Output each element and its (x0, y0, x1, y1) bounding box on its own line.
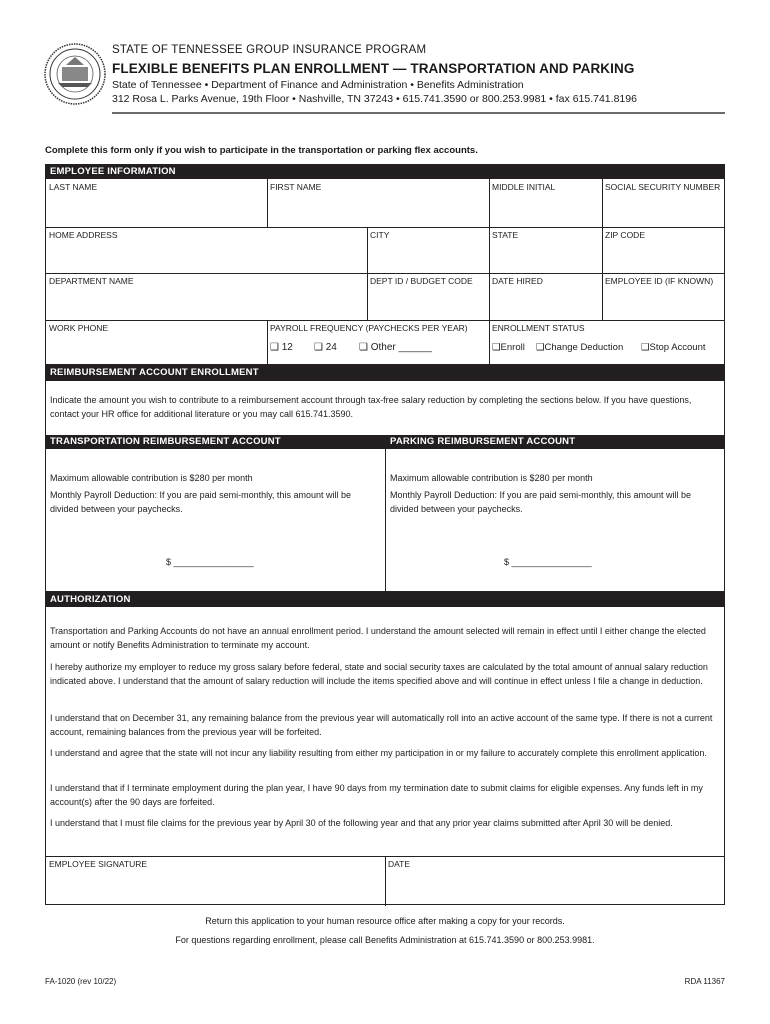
enrollment-status-group: ENROLLMENT STATUS ❑Enroll ❑Change Deduction ❑Stop Account (492, 323, 706, 353)
home-address-field[interactable]: HOME ADDRESS (49, 230, 118, 240)
middle-initial-field[interactable]: MIDDLE INITIAL (492, 182, 556, 192)
authorization-paragraph-6: I understand that I must file claims for the previous year by April 30 of the following year and that any prior year claims submitted after April 30 will be denied. (50, 818, 673, 828)
state-field[interactable]: STATE (492, 230, 519, 240)
freq-other-checkbox[interactable]: ❑ Other ______ (359, 342, 432, 353)
authorization-paragraph-5: I understand that if I terminate employment during the plan year, I have 90 days from my termination date to submit claims for eligible expenses. Any funds left in my account(s) after the 90 days are forfeited. (50, 783, 703, 807)
parking-heading: PARKING REIMBURSEMENT ACCOUNT (386, 435, 725, 449)
zip-code-field[interactable]: ZIP CODE (605, 230, 645, 240)
authorization-paragraph-4: I understand and agree that the state will not incur any liability resulting from either my participation in or my failure to accurately complete this enrollment application. (50, 748, 707, 758)
city-field[interactable]: CITY (370, 230, 390, 240)
header-divider (112, 112, 725, 114)
parking-max: Maximum allowable contribution is $280 per month (390, 473, 593, 483)
transportation-heading: TRANSPORTATION REIMBURSEMENT ACCOUNT (46, 435, 385, 449)
intro-text: Complete this form only if you wish to participate in the transportation or parking flex accounts. (45, 145, 478, 156)
state-seal-icon (44, 43, 106, 105)
dept-id-field[interactable]: DEPT ID / BUDGET CODE (370, 276, 473, 286)
freq-24-checkbox[interactable]: ❑ 24 (314, 342, 337, 353)
status-enroll-checkbox[interactable]: ❑Enroll (492, 342, 525, 353)
return-instructions: Return this application to your human resource office after making a copy for your records. (205, 916, 565, 926)
parking-amount-field[interactable]: $ ________________ (504, 557, 592, 567)
questions-contact: For questions regarding enrollment, please call Benefits Administration at 615.741.3590 or 800.253.9981. (175, 935, 595, 945)
transportation-amount-field[interactable]: $ ________________ (166, 557, 254, 567)
ssn-field[interactable]: SOCIAL SECURITY NUMBER (605, 182, 721, 192)
status-change-checkbox[interactable]: ❑Change Deduction (536, 342, 624, 353)
agency-line: State of Tennessee • Department of Finance and Administration • Benefits Administration (112, 79, 524, 91)
last-name-field[interactable]: LAST NAME (49, 182, 98, 192)
status-stop-checkbox[interactable]: ❑Stop Account (641, 342, 706, 353)
payroll-frequency-group: PAYROLL FREQUENCY (PAYCHECKS PER YEAR) ❑ 12 ❑ 24 ❑ Other ______ (270, 323, 468, 353)
program-name: STATE OF TENNESSEE GROUP INSURANCE PROGRAM (112, 44, 427, 56)
form-title: FLEXIBLE BENEFITS PLAN ENROLLMENT — TRANSPORTATION AND PARKING (112, 61, 635, 76)
employee-information-section (45, 164, 725, 365)
department-name-field[interactable]: DEPARTMENT NAME (49, 276, 134, 286)
form-number: FA-1020 (rev 10/22) (45, 977, 117, 986)
signature-date-field[interactable]: DATE (388, 859, 411, 869)
reimbursement-instructions: Indicate the amount you wish to contribute to a reimbursement account through tax-free salary reduction by completing the sections below. If you have questions, contact your HR office for additional literature or you may call 615.741.3590. (50, 395, 692, 419)
parking-deduction-note: Monthly Payroll Deduction: If you are paid semi-monthly, this amount will be divided between your paychecks. (390, 490, 691, 514)
first-name-field[interactable]: FIRST NAME (270, 182, 322, 192)
reimbursement-section (45, 365, 725, 595)
authorization-heading: AUTHORIZATION (46, 592, 724, 607)
freq-12-checkbox[interactable]: ❑ 12 (270, 342, 293, 353)
address-line: 312 Rosa L. Parks Avenue, 19th Floor • Nashville, TN 37243 • 615.741.3590 or 800.253.9981 • fax 615.741.8196 (112, 93, 637, 105)
rda-number: RDA 11367 (684, 977, 725, 986)
employee-id-field[interactable]: EMPLOYEE ID (IF KNOWN) (605, 276, 714, 286)
authorization-section (45, 591, 725, 905)
authorization-paragraph-3: I understand that on December 31, any remaining balance from the previous year will automatically roll into an active account of the same type. If there is not a current account, remaining balances from the previous year will be forfeited. (50, 713, 713, 737)
authorization-paragraph-1: Transportation and Parking Accounts do not have an annual enrollment period. I understand the amount selected will remain in effect until I either change the elected amount or notify Benefits Administration to terminate my account. (50, 626, 706, 650)
transportation-deduction-note: Monthly Payroll Deduction: If you are paid semi-monthly, this amount will be divided between your paychecks. (50, 490, 351, 514)
transportation-max: Maximum allowable contribution is $280 per month (50, 473, 253, 483)
date-hired-field[interactable]: DATE HIRED (492, 276, 543, 286)
employee-info-heading: EMPLOYEE INFORMATION (46, 165, 724, 179)
employee-signature-field[interactable]: EMPLOYEE SIGNATURE (49, 859, 148, 869)
reimbursement-heading: REIMBURSEMENT ACCOUNT ENROLLMENT (46, 365, 724, 381)
work-phone-field[interactable]: WORK PHONE (49, 323, 109, 333)
authorization-paragraph-2: I hereby authorize my employer to reduce my gross salary before federal, state and social security taxes are calculated by the total amount of annual salary reduction indicated above. I understand that the amount of salary reduction will include the items specified above and will continue in effect unless I file a change in deduction. (50, 662, 708, 686)
